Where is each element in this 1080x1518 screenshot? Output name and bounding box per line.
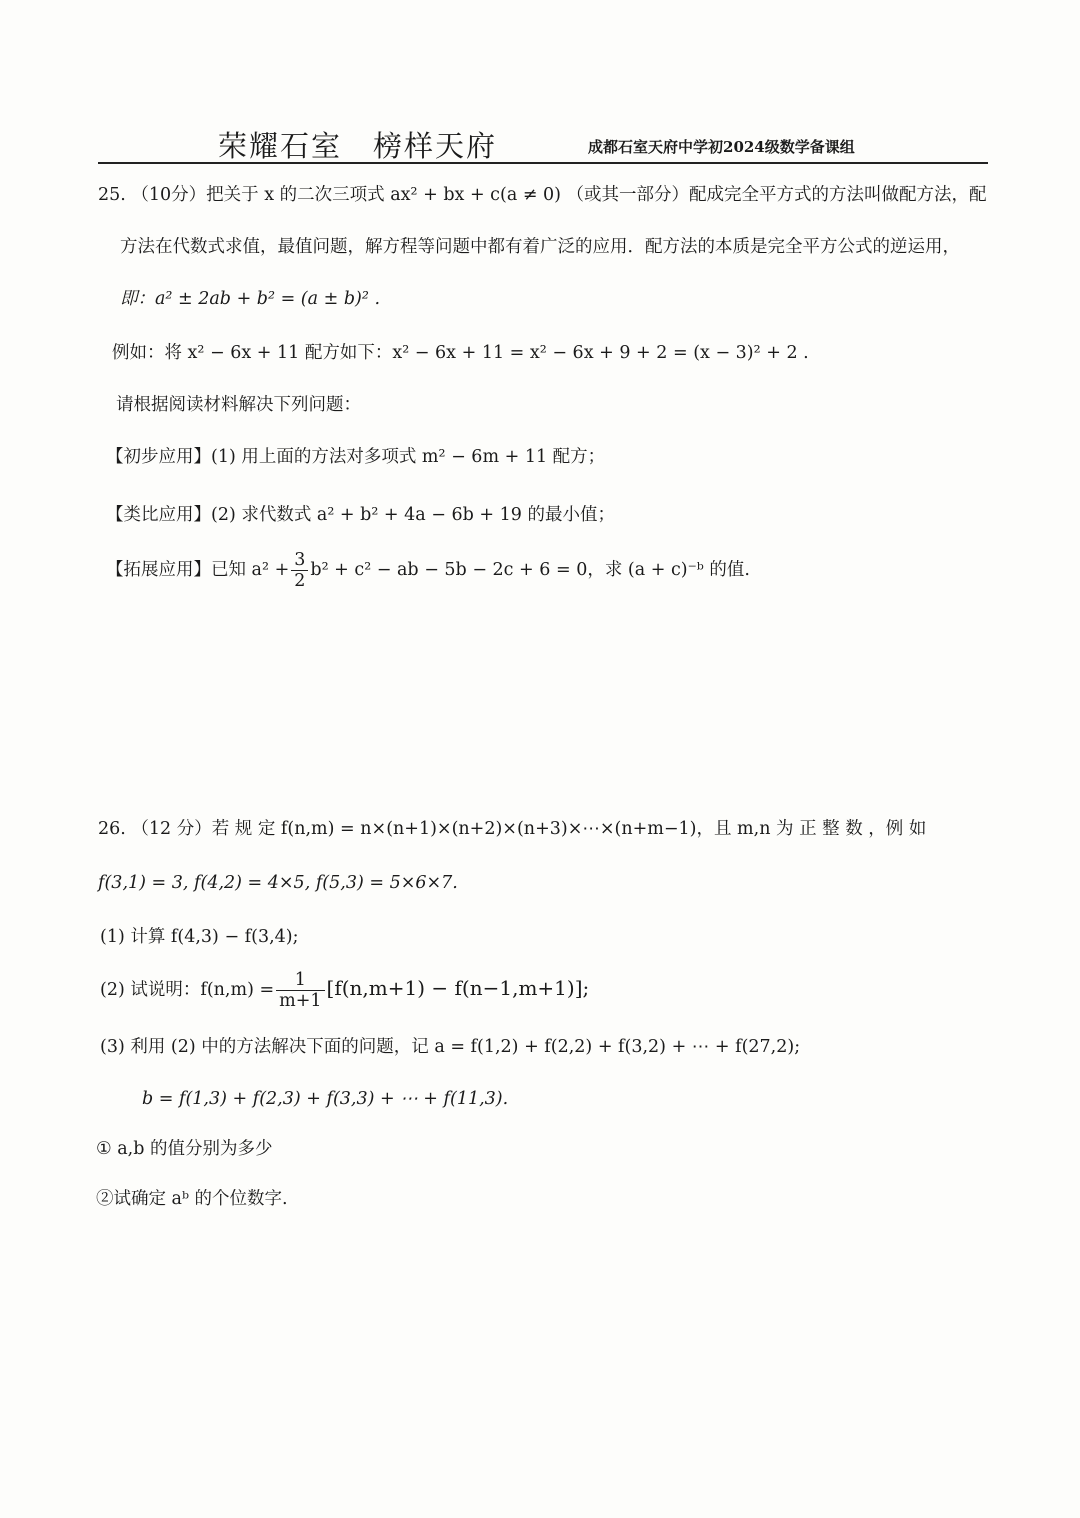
q26-line-1: 26. （12 分）若 规 定 f(n,m) = n×(n+1)×(n+2)×(n+3)×⋯×(n+m−1)，且 m,n 为 正 整 数 ，例 如 bbox=[98, 819, 927, 839]
q26-part-2 bbox=[100, 966, 589, 1012]
q25-line-2: 方法在代数式求值，最值问题，解方程等问题中都有着广泛的应用．配方法的本质是完全平方公式的逆运用， bbox=[120, 237, 960, 257]
fraction-denominator: 2 bbox=[294, 571, 306, 591]
q25-part-3-suffix: b² + c² − ab − 5b − 2c + 6 = 0，求 (a + c)⁻ᵇ 的值. bbox=[310, 560, 750, 580]
q25-example: 例如：将 x² − 6x + 11 配方如下：x² − 6x + 11 = x² − 6x + 9 + 2 = (x − 3)² + 2 . bbox=[112, 343, 809, 363]
q25-instructions: 请根据阅读材料解决下列问题： bbox=[116, 395, 361, 415]
fraction-three-halves bbox=[291, 550, 308, 591]
q26-part-3-b: b = f(1,3) + f(2,3) + f(3,3) + ⋯ + f(11,3). bbox=[142, 1089, 509, 1109]
q26-line-2: f(3,1) = 3, f(4,2) = 4×5, f(5,3) = 5×6×7. bbox=[98, 873, 458, 893]
q26-part-2-prefix: (2) 试说明：f(n,m) = bbox=[100, 980, 275, 1000]
fraction-numerator: 1 bbox=[276, 970, 324, 991]
q26-part-1: (1) 计算 f(4,3) − f(3,4); bbox=[100, 927, 299, 947]
fraction-denominator: m+1 bbox=[279, 991, 322, 1011]
header-divider bbox=[98, 162, 988, 164]
q26-part-2-suffix: [f(n,m+1) − f(n−1,m+1)]; bbox=[326, 976, 590, 1000]
q25-line-3: 即：a² ± 2ab + b² = (a ± b)² . bbox=[120, 289, 381, 309]
q26-subquestion-1: ① a,b 的值分别为多少 bbox=[96, 1139, 273, 1159]
header-org: 成都石室天府中学初2024级数学备课组 bbox=[588, 138, 855, 156]
header-motto: 荣耀石室 榜样天府 bbox=[218, 129, 498, 163]
q25-part-3-prefix: 【拓展应用】已知 a² + bbox=[106, 560, 290, 580]
q26-subquestion-2: ②试确定 aᵇ 的个位数字. bbox=[96, 1189, 288, 1209]
q26-part-3: (3) 利用 (2) 中的方法解决下面的问题，记 a = f(1,2) + f(2,2) + f(3,2) + ⋯ + f(27,2); bbox=[100, 1037, 801, 1057]
fraction-one-over-m-plus-1 bbox=[276, 970, 324, 1011]
fraction-numerator: 3 bbox=[291, 550, 308, 571]
q25-line-1: 25. （10分）把关于 x 的二次三项式 ax² + bx + c(a ≠ 0) （或其一部分）配成完全平方式的方法叫做配方法，配 bbox=[98, 185, 987, 205]
q25-part-1: 【初步应用】(1) 用上面的方法对多项式 m² − 6m + 11 配方； bbox=[106, 447, 606, 467]
q25-part-3 bbox=[106, 548, 750, 592]
q25-part-2: 【类比应用】(2) 求代数式 a² + b² + 4a − 6b + 19 的最小值； bbox=[106, 505, 615, 525]
